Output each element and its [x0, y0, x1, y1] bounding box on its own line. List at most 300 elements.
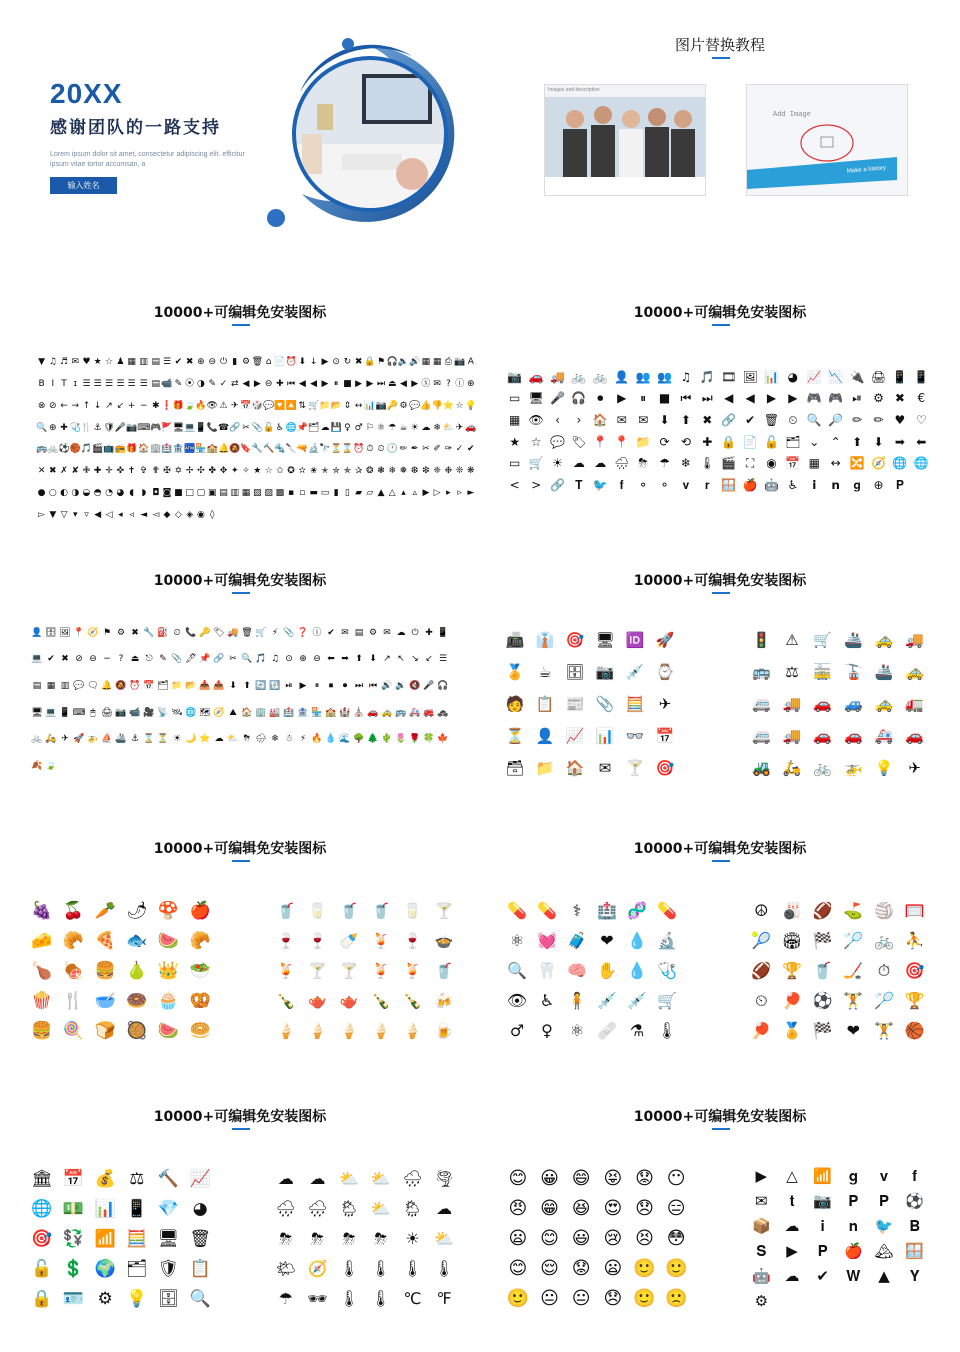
glyph-icon: ✒	[410, 444, 419, 455]
glyph-icon: ✦	[230, 466, 239, 477]
glyph-icon: 🎧	[571, 391, 587, 406]
glyph-icon: 💓	[537, 931, 557, 950]
glyph-icon: ❓	[297, 627, 309, 638]
glyph-icon: 📉	[828, 369, 844, 384]
glyph-icon: ◊	[209, 509, 215, 520]
glyph-icon: 🫖	[308, 991, 327, 1010]
glyph-icon: ⏯	[285, 681, 293, 692]
glyph-icon: 💲	[62, 1258, 85, 1279]
glyph-icon: 🍞	[94, 1020, 116, 1041]
heading-underline	[712, 860, 730, 862]
glyph-icon: ✐	[433, 444, 441, 455]
glyph-icon: ◉	[766, 456, 777, 471]
glyph-icon: 🙂	[664, 1258, 688, 1279]
glyph-icon: 🚚	[905, 630, 924, 649]
glyph-icon: ✢	[185, 466, 194, 477]
glyph-icon: 🚲	[47, 444, 59, 455]
glyph-icon: ⛈	[342, 1229, 356, 1248]
glyph-icon: ☁	[784, 1217, 800, 1235]
glyph-icon: 🧭	[87, 627, 99, 638]
glyph-icon: ◀	[724, 391, 734, 406]
glyph-icon: ⟳	[659, 434, 670, 449]
glyph-icon: ⏮	[680, 391, 692, 406]
glyph-icon: ☰	[438, 654, 448, 665]
glyph-icon: ❄	[680, 456, 691, 471]
glyph-icon: ☁	[421, 422, 431, 433]
glyph-icon: 📷	[115, 707, 127, 718]
glyph-icon: 🌧	[307, 1199, 328, 1218]
glyph-icon: ♂	[354, 422, 363, 433]
glyph-icon: ✏	[852, 413, 863, 428]
glyph-icon: ◃	[129, 509, 134, 520]
glyph-icon: ⬇	[298, 357, 307, 368]
glyph-icon: 📊	[364, 400, 376, 411]
glyph-icon: 💊	[657, 901, 677, 920]
glyph-icon: ⏻	[219, 357, 228, 368]
glyph-icon: 🚕	[874, 630, 894, 649]
glyph-icon: 🚚	[227, 627, 239, 638]
glyph-icon: ▱	[366, 487, 374, 498]
glyph-icon: 🍗	[31, 960, 53, 981]
glyph-icon: ▭	[509, 391, 521, 406]
glyph-icon: 🍹	[276, 961, 296, 980]
glyph-icon: 🔒	[31, 1288, 53, 1309]
glyph-icon: ✚	[702, 434, 713, 449]
glyph-icon: 😊	[508, 1258, 528, 1279]
glyph-icon: ✔	[327, 627, 335, 638]
glyph-icon: ⚡	[271, 627, 279, 638]
glyph-icon: 💵	[62, 1198, 85, 1219]
glyph-icon: 🌊	[339, 734, 351, 745]
glyph-icon: 🍕	[94, 930, 116, 951]
glyph-icon: ▶	[617, 391, 627, 406]
glyph-icon: 🗂	[126, 1258, 148, 1279]
glyph-icon: 🔃	[269, 681, 281, 692]
glyph-icon: ⓘ	[312, 627, 322, 638]
name-input-button[interactable]: 输入姓名	[50, 177, 117, 194]
glyph-icon: ✂	[242, 422, 250, 433]
glyph-icon: ☁	[277, 1169, 294, 1188]
glyph-icon: ☕	[538, 662, 552, 681]
glyph-icon: ⚙	[399, 400, 408, 411]
glyph-icon: 📅	[785, 456, 801, 471]
glyph-icon: 📅	[62, 1168, 85, 1189]
glyph-icon: 📶	[813, 1167, 832, 1185]
glyph-icon: 🍎	[742, 478, 758, 493]
glyph-icon: ✉	[616, 413, 627, 428]
glyph-icon: 💡	[874, 758, 894, 777]
glyph-icon: 😞	[603, 1288, 623, 1309]
glyph-icon: ➡	[341, 654, 349, 665]
glyph-icon: 💎	[157, 1198, 180, 1219]
glyph-icon: ♬	[60, 357, 69, 368]
glyph-icon: 🗄	[157, 1288, 180, 1309]
glyph-icon: ✉	[341, 627, 349, 638]
glyph-icon: 🏐	[874, 901, 894, 920]
glyph-icon: ◕	[116, 487, 125, 498]
glyph-icon: 🙂	[633, 1258, 656, 1279]
glyph-icon: ☁	[309, 1169, 326, 1188]
glyph-icon: 📰	[565, 694, 585, 713]
glyph-icon: ▶	[253, 379, 261, 390]
glyph-icon: 💉	[627, 991, 647, 1010]
glyph-icon: ◀	[298, 379, 306, 390]
glyph-icon: <	[509, 478, 520, 493]
glyph-icon: 🥅	[904, 901, 925, 920]
glyph-icon: 🌲	[367, 734, 379, 745]
glyph-icon: ❄	[271, 734, 279, 745]
glyph-icon: 🎤	[114, 422, 126, 433]
glyph-icon: ⬆	[852, 434, 863, 449]
glyph-icon: ⏭	[376, 379, 386, 390]
glyph-icon: 👁	[528, 413, 544, 428]
glyph-icon: ▼	[38, 357, 46, 368]
glyph-icon: ⚑	[377, 357, 386, 368]
glyph-icon: 💡	[465, 400, 477, 411]
glyph-icon: ▦	[432, 357, 442, 368]
glyph-icon: 😊	[540, 1228, 559, 1249]
glyph-icon: 🌧	[255, 734, 267, 745]
cover-subtitle: 感谢团队的一路支持	[50, 118, 221, 138]
glyph-icon: ✈	[61, 734, 69, 745]
glyph-icon: 🥤	[434, 961, 454, 980]
glyph-icon: 📍	[614, 434, 630, 449]
glyph-icon: 🚐	[751, 694, 771, 713]
glyph-icon: 🚜	[751, 758, 771, 777]
glyph-icon: 🚀	[655, 630, 675, 649]
glyph-icon: 🚌	[751, 662, 771, 681]
glyph-icon: 🚢	[115, 734, 127, 745]
glyph-icon: 🏆	[904, 991, 925, 1010]
glyph-icon: 🏛	[31, 1168, 53, 1189]
glyph-icon: ⏯	[852, 391, 862, 406]
glyph-icon: 😦	[603, 1258, 623, 1279]
glyph-icon: 🙂	[506, 1288, 530, 1309]
glyph-icon: ✖	[49, 466, 57, 477]
glyph-icon: ✘	[71, 466, 80, 477]
glyph-icon: ☀	[410, 422, 419, 433]
glyph-icon: 🌡	[434, 1259, 455, 1278]
glyph-icon: ✣	[197, 466, 205, 477]
glyph-icon: 🌧	[614, 456, 630, 471]
glyph-icon: ⚡	[299, 734, 307, 745]
glyph-icon: 📷	[453, 357, 466, 368]
glyph-icon: ◁	[105, 509, 113, 520]
glyph-icon: ▥	[139, 357, 148, 368]
glyph-icon: 🍭	[62, 1020, 85, 1041]
glyph-icon: ⬇	[229, 681, 237, 692]
glyph-icon: ⛈	[311, 1229, 324, 1248]
glyph-icon: ⏸	[333, 379, 339, 390]
glyph-icon: 𝐏	[895, 478, 904, 493]
glyph-icon: 🏁	[812, 1021, 833, 1040]
glyph-icon: ❉	[444, 466, 453, 477]
glyph-icon: 👔	[535, 630, 555, 649]
glyph-icon: 🍄	[157, 900, 180, 921]
glyph-icon: ▣	[207, 487, 217, 498]
glyph-icon: 🚙	[843, 694, 863, 713]
glyph-icon: 🔉	[395, 681, 407, 692]
glyph-icon: ◈	[186, 509, 194, 520]
glyph-icon: 😆	[571, 1198, 591, 1219]
glyph-icon: 🔧	[143, 627, 155, 638]
glyph-icon: ◒	[82, 487, 91, 498]
glyph-icon: 📎	[171, 654, 183, 665]
glyph-icon: ✚	[93, 466, 102, 477]
glyph-icon: 📊	[94, 1198, 116, 1219]
glyph-icon: 💱	[62, 1228, 85, 1249]
glyph-icon: ♿	[787, 478, 799, 493]
glyph-icon: ✖	[185, 357, 194, 368]
glyph-icon: 🌷	[395, 734, 407, 745]
glyph-icon: 🔩	[274, 444, 286, 455]
glyph-icon: ✪	[287, 466, 295, 477]
glyph-icon: 🍼	[339, 931, 359, 950]
glyph-icon: ⚙	[873, 391, 884, 406]
glyph-icon: ✧	[242, 466, 250, 477]
glyph-icon: ▸	[446, 487, 451, 498]
glyph-icon: 🧳	[567, 931, 587, 950]
glyph-icon: 🔥	[311, 734, 323, 745]
glyph-icon: 🖥	[157, 1228, 180, 1249]
glyph-icon: ⊙	[332, 357, 340, 368]
glyph-icon: 🎥	[143, 707, 155, 718]
glyph-icon: ◕	[787, 369, 799, 384]
glyph-icon: ♫	[680, 369, 692, 384]
glyph-icon: 📊	[595, 726, 615, 745]
glyph-icon: 💊	[537, 901, 557, 920]
glyph-icon: →	[71, 400, 80, 411]
glyph-icon: ◀	[745, 391, 755, 406]
glyph-icon: ✏	[399, 444, 408, 455]
glyph-icon: 🗂	[307, 422, 320, 433]
glyph-icon: ✙	[82, 466, 91, 477]
glyph-icon: ✝	[127, 466, 136, 477]
glyph-icon: ▩	[275, 487, 285, 498]
glyph-icon: ♀	[344, 422, 351, 433]
glyph-icon: 📱	[59, 707, 71, 718]
glyph-icon: 🛒	[308, 400, 320, 411]
glyph-icon: 🏆	[782, 961, 802, 980]
glyph-icon: 📎	[283, 627, 295, 638]
glyph-icon: 🗂	[785, 434, 801, 449]
glyph-icon: ☰	[139, 379, 148, 390]
glyph-icon: △	[388, 487, 396, 498]
glyph-icon: ▹	[457, 487, 462, 498]
glyph-icon: 🛡	[157, 1258, 180, 1279]
glyph-icon: 📥	[199, 681, 211, 692]
icon-grid	[504, 366, 932, 496]
glyph-icon: 💬	[263, 400, 275, 411]
cover-photo-ring	[262, 34, 472, 234]
glyph-icon: ⏱	[366, 444, 374, 455]
glyph-icon: 🔽	[274, 400, 286, 411]
glyph-icon: ⛳	[843, 901, 864, 920]
glyph-icon: 😐	[571, 1288, 591, 1309]
glyph-icon: ❃	[377, 466, 385, 477]
glyph-icon: 🪟	[905, 1242, 924, 1260]
glyph-icon: ⛈	[638, 456, 648, 471]
team-photo	[545, 97, 705, 177]
glyph-icon: 📁	[171, 681, 183, 692]
glyph-icon: ◀	[400, 379, 407, 390]
glyph-icon: 🩺	[69, 422, 81, 433]
glyph-icon: 🔒	[364, 357, 376, 368]
glyph-icon: 🖥	[528, 391, 544, 406]
glyph-icon: 📈	[189, 1168, 211, 1189]
glyph-icon: ◑	[196, 379, 205, 390]
glyph-icon: 🌵	[381, 734, 393, 745]
glyph-icon: ⛽	[157, 627, 169, 638]
glyph-icon: ⏳	[157, 734, 169, 745]
glyph-icon: ⇅	[298, 400, 307, 411]
glyph-icon: ⟲	[680, 434, 691, 449]
glyph-icon: 🔗	[550, 478, 565, 493]
glyph-icon: 🔭	[319, 444, 331, 455]
glyph-icon: 📷	[507, 369, 523, 384]
glyph-icon: 🔑	[199, 627, 211, 638]
glyph-icon: ♂	[509, 1021, 525, 1040]
glyph-icon: 🔓	[31, 1258, 53, 1279]
glyph-icon: ▦	[509, 413, 521, 428]
glyph-icon: 🎞	[721, 369, 737, 384]
glyph-icon: ■	[174, 487, 183, 498]
glyph-icon: ❂	[366, 466, 374, 477]
glyph-icon: ☂	[659, 456, 670, 471]
glyph-icon: 🏢	[150, 444, 162, 455]
glyph-icon: 🥐	[189, 930, 211, 951]
glyph-icon: 🚦	[751, 630, 771, 649]
glyph-icon: 🖼	[59, 627, 71, 638]
glyph-icon: ✔	[47, 654, 55, 665]
glyph-icon: ⛅	[370, 1199, 391, 1218]
glyph-icon: ✂	[229, 654, 237, 665]
glyph-icon: 🍷	[276, 931, 296, 950]
glyph-icon: ❈	[433, 466, 441, 477]
icon-slide-1	[0, 268, 480, 538]
glyph-icon: ♥	[82, 357, 91, 368]
glyph-icon: ▶	[299, 681, 307, 692]
glyph-icon: 📞	[206, 422, 218, 433]
slide-heading: 10000+可编辑免安装图标	[633, 841, 807, 857]
glyph-icon: ✮	[332, 466, 340, 477]
glyph-icon: ▶	[355, 379, 363, 390]
glyph-icon: 🧁	[157, 990, 180, 1011]
glyph-icon: ☰	[93, 379, 102, 390]
glyph-icon: ↻	[343, 357, 352, 368]
glyph-icon: 😑	[666, 1198, 686, 1219]
icon-grid	[500, 624, 680, 784]
glyph-icon: 🌦	[339, 1199, 360, 1218]
glyph-icon: 🚗	[813, 726, 832, 745]
glyph-icon: ⏰	[129, 681, 141, 692]
glyph-icon: 🚚	[550, 369, 565, 384]
glyph-icon: ⊙	[285, 654, 293, 665]
glyph-icon: 🍹	[371, 931, 391, 950]
glyph-icon: ⚗	[629, 1021, 645, 1040]
icon-grid	[26, 896, 216, 1046]
glyph-icon: 🌡	[699, 456, 715, 471]
glyph-icon: 🕐	[386, 444, 398, 455]
glyph-icon: ▶	[755, 1167, 768, 1185]
glyph-icon: 🍦	[308, 1021, 327, 1040]
glyph-icon: 🎬	[92, 444, 104, 455]
slide-heading: 10000+可编辑免安装图标	[153, 573, 327, 589]
glyph-icon: 🚒	[423, 707, 435, 718]
glyph-icon: ▾	[73, 509, 78, 520]
glyph-icon: 🍴	[62, 990, 85, 1011]
glyph-icon: 📍	[73, 627, 85, 638]
glyph-icon: ▶	[422, 487, 430, 498]
glyph-icon: ⏰	[353, 444, 365, 455]
glyph-icon: 🚗	[905, 726, 924, 745]
glyph-icon: ♿	[275, 422, 284, 433]
glyph-icon: ☁	[436, 1199, 453, 1218]
glyph-icon: ●	[37, 487, 46, 498]
glyph-icon: 💊	[507, 901, 527, 920]
glyph-icon: 🐦	[874, 1217, 894, 1235]
cover-title: 20XX	[50, 78, 123, 109]
glyph-icon: 🥕	[94, 900, 116, 921]
glyph-icon: 🔇	[409, 681, 421, 692]
glyph-icon: 🥤	[812, 961, 833, 980]
glyph-icon: 😌	[540, 1258, 559, 1279]
glyph-icon: 😳	[666, 1228, 686, 1249]
glyph-icon: 💬	[409, 400, 421, 411]
glyph-icon: ⊕	[299, 654, 307, 665]
glyph-icon: 💧	[627, 931, 647, 950]
glyph-icon: 😀	[540, 1168, 559, 1189]
glyph-icon: ⊕	[467, 379, 475, 390]
glyph-icon: 🤖	[751, 1267, 771, 1285]
glyph-icon: ⚐	[365, 422, 374, 433]
thumb-right-banner: Make a history	[846, 165, 887, 175]
glyph-icon: 🚓	[437, 707, 449, 718]
glyph-icon: 🚌	[395, 707, 407, 718]
glyph-icon: 🥤	[276, 901, 296, 920]
glyph-icon: 🏟	[781, 931, 803, 950]
glyph-icon: 🔫	[296, 444, 308, 455]
glyph-icon: ▤	[219, 487, 228, 498]
glyph-icon: 🚚	[782, 726, 802, 745]
glyph-icon: ☀	[172, 734, 182, 745]
glyph-icon: 🚐	[751, 726, 771, 745]
glyph-icon: 📷	[595, 662, 615, 681]
glyph-icon: 🚕	[381, 707, 393, 718]
glyph-icon: ❄	[388, 466, 397, 477]
glyph-icon: 🎤	[423, 681, 435, 692]
glyph-icon: ⚛	[509, 931, 525, 950]
glyph-icon: ⓧ	[421, 379, 431, 390]
glyph-icon: 🌤	[275, 1259, 296, 1278]
glyph-icon: 🍾	[371, 991, 391, 1010]
glyph-icon: 🔓	[263, 422, 275, 433]
glyph-icon: ☂	[388, 422, 397, 433]
glyph-icon: ☁	[214, 734, 224, 745]
glyph-icon: ⚙	[97, 1288, 113, 1309]
glyph-icon: ◆	[163, 509, 171, 520]
glyph-icon: ◗	[141, 487, 147, 498]
glyph-icon: ⏲	[755, 991, 768, 1010]
slide-heading: 10000+可编辑免安装图标	[153, 841, 327, 857]
glyph-icon: ↔	[830, 456, 841, 471]
glyph-icon: ❅	[399, 466, 408, 477]
glyph-icon: ⦿	[185, 379, 195, 390]
glyph-icon: 🍉	[157, 930, 180, 951]
heading-underline	[232, 860, 250, 862]
glyph-icon: ⚬	[659, 478, 670, 493]
glyph-icon: 👤	[614, 369, 630, 384]
